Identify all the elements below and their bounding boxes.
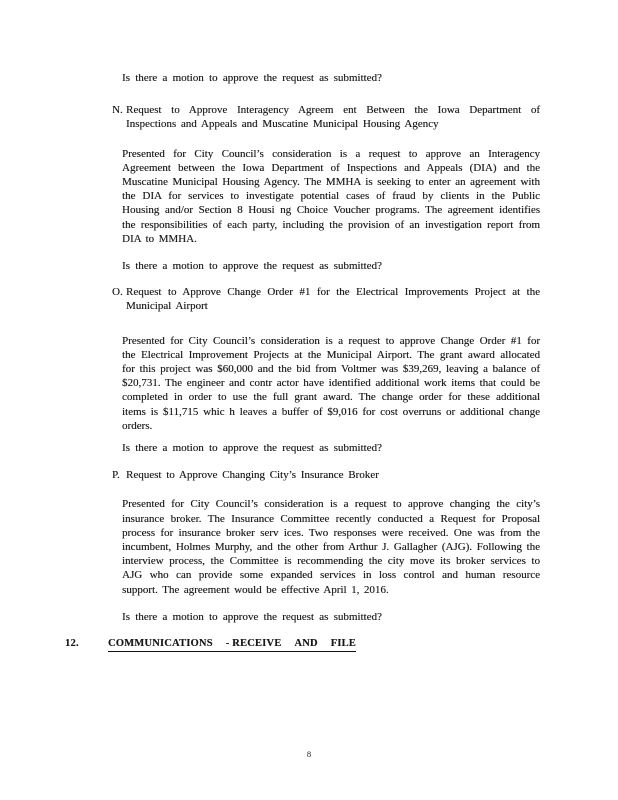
section-p-title: Request to Approve Changing City’s Insurance Broker <box>126 469 379 482</box>
section-o-title: Request to Approve Change Order #1 for the Electrical Improvements Project at the Municipal Airport <box>126 286 540 313</box>
section-p-heading <box>112 468 618 482</box>
item-12-title <box>108 637 356 652</box>
section-n-title: Request to Approve Interagency Agreem ent Between the Iowa Department of Inspections and Appeals and Muscatine Municipal Housing Agency <box>126 104 540 131</box>
section-o-heading <box>112 285 618 313</box>
section-p-body: Presented for City Council’s consideration is a request to approve changing the city’s insurance broker. The Insurance Committee recently conducted a Request for Proposal process for insurance broker serv ices. Two responses were received. One was from the incumbent, Holmes Murphy, and the other from Arthur J. Gallagher (AJG). Following the interview process, the Committee is recommending the city move its broker services to AJG who can provide some expanded services in loss control and human resource support. The agreement would be effective April 1, 2016. <box>122 498 540 596</box>
section-o-letter: O. <box>112 286 123 299</box>
motion-prompt: Is there a motion to approve the request as submitted? <box>122 260 382 273</box>
section-p-letter: P. <box>112 469 120 482</box>
section-n-heading <box>112 103 618 131</box>
item-12-token-receive: - RECEIVE <box>225 638 282 650</box>
item-12-token-communications: COMMUNICATIONS <box>108 638 213 650</box>
section-o-body: Presented for City Council’s consideration is a request to approve Change Order #1 for the Electrical Improvement Projects at the Municipal Airport. The grant award allocated for this project was $60,000 and the bid from Voltmer was $39,269, leaving a balance of $20,731. The engineer and contr actor have identified additional work items that could be completed in order to use the full grant award. The change order for these additional items is $11,715 whic h leaves a buffer of $9,016 for cost overruns or additional change orders. <box>122 334 540 432</box>
motion-prompt: Is there a motion to approve the request as submitted? <box>122 72 382 84</box>
item-12-token-file: FILE <box>330 638 356 650</box>
motion-prompt: Is there a motion to approve the request as submitted? <box>122 442 382 455</box>
motion-prompt: Is there a motion to approve the request as submitted? <box>122 610 382 623</box>
section-n-letter: N. <box>112 104 123 117</box>
section-n-body: Presented for City Council’s consideration is a request to approve an Interagency Agreement between the Iowa Department of Inspections and Appeals (DIA) and the Muscatine Municipal Housing Agency. The MMHA is seeking to enter an agreement with the DIA for services to investigate potential cases of fraud by clients in the Public Housing and/or Section 8 Housi ng Choice Voucher programs. The agreement identifies the responsibilities of each party, including the provision of an investigation report from DIA to MMHA. <box>122 147 540 245</box>
item-12-number: 12. <box>65 638 79 650</box>
item-12-token-and: AND <box>294 638 318 650</box>
item-12-row <box>65 637 618 652</box>
page-number: 8 <box>306 749 312 759</box>
